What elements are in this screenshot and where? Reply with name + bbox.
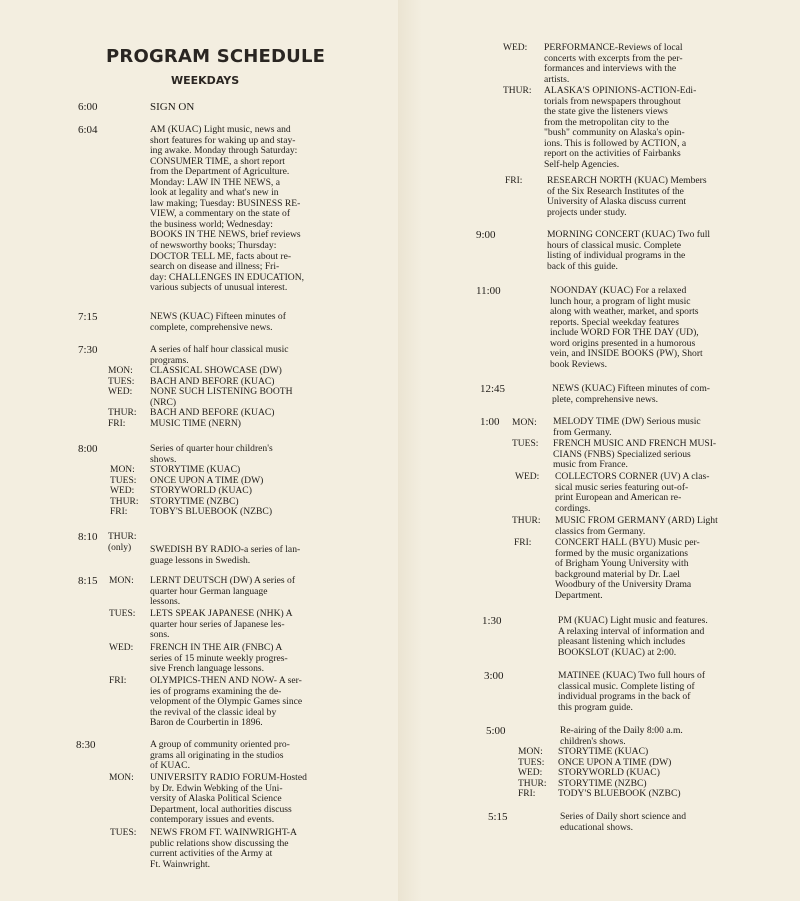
- entry-800: Series of quarter hour children's shows.: [150, 443, 273, 465]
- time-label: 8:15: [78, 575, 98, 587]
- entry-830: A group of community oriented pro- grams all originating in the studios of KUAC.: [150, 739, 290, 772]
- day-label: THUR:: [108, 532, 137, 542]
- entry-text: SIGN ON: [150, 101, 195, 113]
- entry-100-tues: FRENCH MUSIC AND FRENCH MUSI- CIANS (FNBS) Specialized serious music from France.: [553, 438, 717, 471]
- time-label: 11:00: [476, 285, 501, 297]
- time-label: 8:00: [78, 443, 98, 455]
- entry-news-715: NEWS (KUAC) Fifteen minutes of complete, comprehensive news.: [150, 311, 286, 333]
- time-label: 6:00: [78, 101, 98, 113]
- entry-810: SWEDISH BY RADIO-a series of lan- guage lessons in Swedish.: [150, 544, 301, 566]
- entry-100-wed: COLLECTORS CORNER (UV) A clas- sical music series featuring out-of- print European and American re- cordings.: [555, 471, 710, 514]
- program-list: STORYTIME (KUAC) ONCE UPON A TIME (DW) STORYWORLD (KUAC) STORYTIME (NZBC) TOBY'S BLUEBOOK (NZBC): [150, 464, 273, 518]
- time-label: 8:30: [76, 739, 96, 751]
- entry-815-mon: LERNT DEUTSCH (DW) A series of quarter hour German language lessons.: [150, 575, 296, 608]
- day-labels: MON: TUES: WED: THUR: FRI:: [518, 747, 547, 800]
- time-label: 3:00: [484, 670, 504, 682]
- day-label: MON:: [109, 773, 134, 783]
- entry-130: PM (KUAC) Light music and features. A relaxing interval of information and pleasant listening which includes BOOKSLOT (KUAC) at 2:00.: [558, 615, 708, 658]
- day-label: TUES:: [109, 609, 136, 619]
- day-label-note: (only): [108, 543, 132, 553]
- entry-515: Series of Daily short science and educational shows.: [560, 811, 687, 833]
- entry-300: MATINEE (KUAC) Two full hours of classical music. Complete listing of individual programs in the back of this program guide.: [558, 670, 706, 713]
- page-subtitle: WEEKDAYS: [171, 74, 240, 87]
- entry-1245: NEWS (KUAC) Fifteen minutes of com- plete, comprehensive news.: [552, 383, 711, 405]
- day-label: WED:: [515, 472, 540, 482]
- entry-730: A series of half hour classical music programs.: [150, 344, 289, 366]
- entry-fri-research: RESEARCH NORTH (KUAC) Members of the Six Research Institutes of the University of Alaska discuss current projects under study.: [547, 175, 707, 218]
- day-label: FRI:: [514, 538, 532, 548]
- page-title: PROGRAM SCHEDULE: [106, 46, 326, 67]
- day-label: FRI:: [109, 676, 127, 686]
- day-label: THUR:: [503, 86, 532, 96]
- entry-1100: NOONDAY (KUAC) For a relaxed lunch hour, a program of light music along with weather, market, and sports reports. Special weekday features include WORD FOR THE DAY (UD), word origins presented in a humorous vein, and INSIDE BOOKS (PW), Short book Reviews.: [550, 285, 703, 370]
- time-label: 5:00: [486, 725, 506, 737]
- day-label: WED:: [109, 643, 134, 653]
- entry-100-thur: MUSIC FROM GERMANY (ARD) Light classics from Germany.: [555, 515, 718, 537]
- day-label: TUES:: [110, 828, 137, 838]
- entry-wed-performance: PERFORMANCE-Reviews of local concerts with excerpts from the per- formances and interviews with the artists.: [544, 42, 683, 85]
- entry-830-mon: UNIVERSITY RADIO FORUM-Hosted by Dr. Edwin Webking of the Uni- versity of Alaska Political Science Department, local authorities discuss contemporary issues and events.: [150, 772, 307, 826]
- day-label: FRI:: [505, 176, 523, 186]
- entry-100-mon: MELODY TIME (DW) Serious music from Germany.: [553, 416, 701, 438]
- time-label: 7:15: [78, 311, 98, 323]
- day-labels: MON: TUES: WED: THUR: FRI:: [110, 465, 139, 518]
- day-labels: MON: TUES: WED: THUR: FRI:: [108, 366, 137, 429]
- program-list: STORYTIME (KUAC) ONCE UPON A TIME (DW) STORYWORLD (KUAC) STORYTIME (NZBC) TODY'S BLUEBOOK (NZBC): [558, 746, 681, 800]
- time-label: 9:00: [476, 229, 496, 241]
- entry-815-wed: FRENCH IN THE AIR (FNBC) A series of 15 minute weekly progres- sive French language lessons.: [150, 642, 288, 675]
- entry-am: AM (KUAC) Light music, news and short features for waking up and stay- ing awake. Monday through Saturday: CONSUMER TIME, a short report from the Department of Agriculture. Monday: LAW IN THE NEWS, a look at legality and what's new in law making; Tuesday: BUSINESS RE- VIEW, a commentary on the state of the business world; Wednesday: BOOKS IN THE NEWS, brief reviews of newsworthy books; Thursday: DOCTOR TELL ME, facts about re- search on disease and illness; Fri- day: CHALLENGES IN EDUCATION, various subjects of unusual interest.: [150, 124, 305, 294]
- time-label: 6:04: [78, 124, 98, 136]
- time-label: 1:00: [480, 416, 500, 428]
- day-label: TUES:: [512, 439, 539, 449]
- time-label: 8:10: [78, 531, 98, 543]
- entry-900: MORNING CONCERT (KUAC) Two full hours of classical music. Complete listing of individual programs in the back of this guide.: [547, 229, 711, 272]
- day-label: MON:: [109, 576, 134, 586]
- entry-830-tues: NEWS FROM FT. WAINWRIGHT-A public relations show discussing the current activities of the Army at Ft. Wainwright.: [150, 827, 297, 870]
- time-label: 1:30: [482, 615, 502, 627]
- day-label: MON:: [512, 418, 537, 428]
- time-label: 12:45: [480, 383, 506, 395]
- time-label: 7:30: [78, 344, 98, 356]
- entry-815-fri: OLYMPICS-THEN AND NOW- A ser- ies of programs examining the de- velopment of the Olympic Games since the revival of the classic ideal by Baron de Courbertin in 1896.: [150, 675, 303, 729]
- entry-100-fri: CONCERT HALL (BYU) Music per- formed by the music organizations of Brigham Young University with background material by Dr. Lael Woodbury of the University Drama Department.: [555, 537, 700, 601]
- day-label: THUR:: [512, 516, 541, 526]
- day-label: WED:: [503, 43, 528, 53]
- time-label: 5:15: [488, 811, 508, 823]
- page-gutter: [398, 0, 422, 901]
- entry-thur-opinions: ALASKA'S OPINIONS-ACTION-Edi- torials from newspapers throughout the state give the listeners views from the metropolitan city to the "bush" community on Alaska's opin- ions. This is followed by ACTION, a report on the activities of Fairbanks Self-help Agencies.: [544, 85, 697, 170]
- entry-815-tues: LETS SPEAK JAPANESE (NHK) A quarter hour series of Japanese les- sons.: [150, 608, 293, 641]
- program-list: CLASSICAL SHOWCASE (DW) BACH AND BEFORE (KUAC) NONE SUCH LISTENING BOOTH (NRC) BACH AND BEFORE (KUAC) MUSIC TIME (NERN): [150, 365, 293, 429]
- entry-500: Re-airing of the Daily 8:00 a.m. children's shows.: [560, 725, 683, 747]
